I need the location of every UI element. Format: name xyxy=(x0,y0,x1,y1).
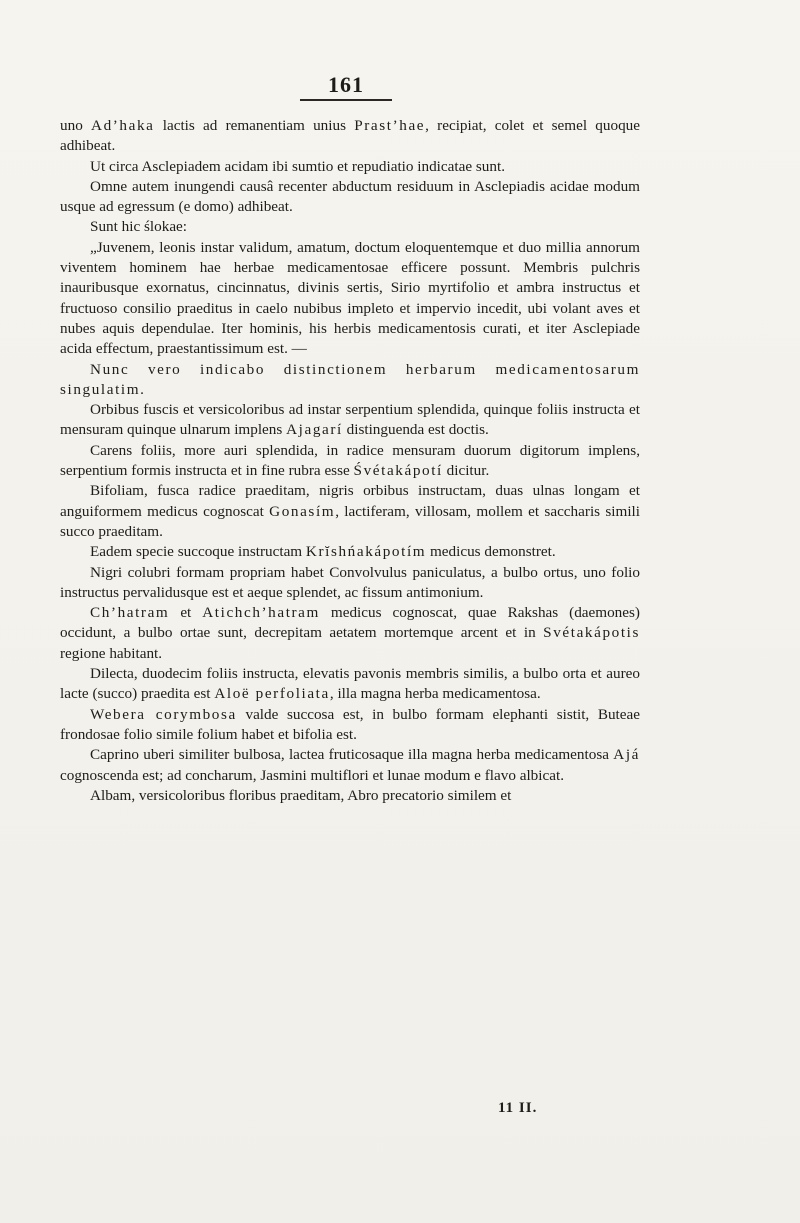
spaced-term: Webera corymbosa xyxy=(90,705,237,723)
text-run: medicus cognoscat, quae Rakshas (daemones) occidunt, a bulbo ortae sunt, decrepitam aetatem mortemque arcent et in xyxy=(60,604,640,642)
text-run: Orbibus fuscis et versicoloribus ad instar serpentium splendida, quinque foliis instructa et mensuram quinque ulnarum implens xyxy=(60,401,640,439)
paragraph xyxy=(60,745,640,786)
spaced-term: Śvétakápotí xyxy=(353,462,443,480)
text-run: Dilecta, duodecim foliis instructa, elevatis pavonis membris similis, a bulbo orta et aureo lacte (succo) praedita est xyxy=(60,665,640,703)
paragraph xyxy=(60,603,640,664)
text-run: Ut circa Asclepiadem acidam ibi sumtio et repudiatio indicatae sunt. xyxy=(90,157,505,175)
text-run: , lactiferam, villosam, mollem et saccharis simili succo praeditam. xyxy=(60,502,640,540)
text-run: „Juvenem, leonis instar validum, amatum, doctum eloquentemque et duo millia annorum viventem hominem hae herbae medicamentosae efficere possunt. Membris pulchris inauribusque exornatus, cincinnatus, divinis sertis, Sirio myrtifolio et ambra instructus et fructuoso consilio praeditus in caelo nubibus impleto et impervio incedit, ubi volant aves et nubes aquis dependulae. Iter hominis, his herbis medicamentosis curati, et iter Asclepiade acida effectum, praestantissimum est. — xyxy=(60,238,640,358)
paragraph xyxy=(60,238,640,360)
paragraph xyxy=(60,441,640,482)
text-run: valde succosa est, in bulbo formam elephanti sistit, Buteae frondosae folio simile folium habet et bifolia est. xyxy=(60,705,640,743)
text-run: cognoscenda est; ad concharum, Jasmini multiflori et lunae modum e flavo albicat. xyxy=(60,766,564,784)
text-run: uno xyxy=(60,117,92,134)
text-run: distinguenda est doctis. xyxy=(342,421,489,439)
text-run: , illa magna herba medicamentosa. xyxy=(329,685,541,703)
text-run: Sunt hic ślokae: xyxy=(90,218,188,236)
paragraph xyxy=(60,116,640,157)
paragraph xyxy=(60,360,640,401)
text-run: Bifoliam, fusca radice praeditam, nigris orbibus instructam, duas ulnas longam et anguiformem medicus cognoscat xyxy=(60,482,640,520)
text-run: lactis ad remanentiam unius xyxy=(154,117,355,134)
paragraph xyxy=(60,157,640,177)
text-run: Carens foliis, more auri splendida, in radice mensuram duorum digitorum implens, serpentium formis instructa et in fine rubra esse xyxy=(60,441,640,480)
page-number-underline xyxy=(300,99,392,101)
text-run: Eadem specie succoque instructam xyxy=(90,543,306,561)
text-run: Nigri colubri formam propriam habet Convolvulus paniculatus, a bulbo ortus, uno folio instructus pervalidusque est et aeque splendet, ac fissum antimonium. xyxy=(60,563,640,601)
text-run: dicitur. xyxy=(442,462,490,480)
text-run: Omne autem inungendi causâ recenter abductum residuum in Asclepiadis acidae modum usque ad egressum (e domo) adhibeat. xyxy=(60,177,640,216)
paragraph xyxy=(60,481,640,542)
spaced-term: Krĭshńakápotím xyxy=(305,543,427,561)
text-run: medicus demonstret. xyxy=(426,543,556,561)
paragraph xyxy=(60,705,640,746)
spaced-term: Ch’hatram xyxy=(90,604,170,622)
spaced-term: Aloë perfoliata xyxy=(214,685,330,703)
text-run: Albam, versicoloribus floribus praeditam, Abro precatorio similem et xyxy=(90,786,512,804)
spaced-term: Nunc vero indicabo distinctionem herbarum medicamentosarum singulatim. xyxy=(60,360,640,398)
spaced-term: Ajá xyxy=(613,746,640,764)
paragraph xyxy=(60,400,640,441)
paragraph xyxy=(60,563,640,604)
text-run: , recipiat, colet et semel quoque adhibeat. xyxy=(60,117,640,155)
paragraph xyxy=(60,542,640,562)
spaced-term: Atichch’hatram xyxy=(202,604,320,622)
text-run: Caprino uberi similiter bulbosa, lactea fruticosaque illa magna herba medicamentosa xyxy=(90,746,614,764)
paragraph xyxy=(60,217,640,237)
paragraph xyxy=(60,786,640,806)
spaced-term: Prast’hae xyxy=(354,117,426,134)
spaced-term: Ajagarí xyxy=(286,421,343,439)
body-text xyxy=(60,116,640,806)
spaced-term: Ad’haka xyxy=(91,117,155,134)
paragraph xyxy=(60,177,640,218)
spaced-term: Gonasím xyxy=(269,502,336,520)
page-number: 161 xyxy=(328,72,364,97)
text-run: regione habitant. xyxy=(60,644,163,662)
spaced-term: Svétakápotis xyxy=(543,624,640,642)
printer-signature: 11 II. xyxy=(498,1100,538,1116)
paragraph xyxy=(60,664,640,705)
text-run: et xyxy=(169,604,203,622)
